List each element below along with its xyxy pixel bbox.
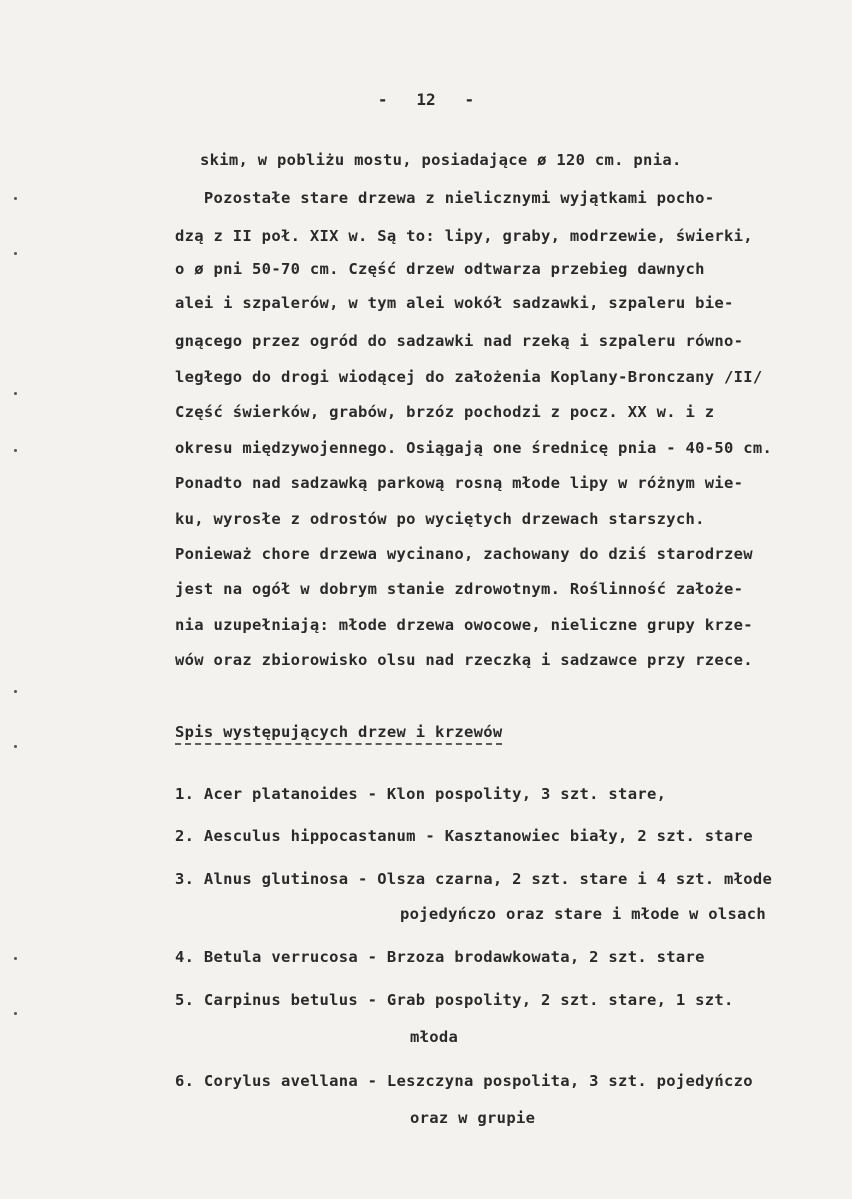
list-item-continuation: pojedyńczo oraz stare i młode w olsach (400, 905, 767, 923)
text-line: alei i szpalerów, w tym alei wokół sadzawki, szpaleru bie- (175, 294, 734, 312)
text-line: Pozostałe stare drzewa z nielicznymi wyjątkami pocho- (175, 189, 715, 207)
text-line: ku, wyrosłe z odrostów po wyciętych drzewach starszych. (175, 510, 705, 528)
list-heading: Spis występujących drzew i krzewów (175, 723, 503, 741)
margin-mark (14, 690, 17, 693)
list-item-continuation: młoda (410, 1028, 459, 1046)
list-item-continuation: oraz w grupie (410, 1109, 536, 1127)
text-line: nia uzupełniają: młode drzewa owocowe, nieliczne grupy krze- (175, 616, 753, 634)
list-item: 1. Acer platanoides - Klon pospolity, 3 szt. stare, (175, 785, 667, 803)
margin-mark (14, 252, 17, 255)
text-line: gnącego przez ogród do sadzawki nad rzeką i szpaleru równo- (175, 332, 744, 350)
list-item: 4. Betula verrucosa - Brzoza brodawkowata, 2 szt. stare (175, 948, 705, 966)
text-line: ległego do drogi wiodącej do założenia Koplany-Bronczany /II/ (175, 368, 763, 386)
text-line: o ø pni 50-70 cm. Część drzew odtwarza przebieg dawnych (175, 260, 705, 278)
text-line: Ponadto nad sadzawką parkową rosną młode lipy w różnym wie- (175, 474, 744, 492)
margin-mark (14, 745, 17, 748)
text-line: okresu międzywojennego. Osiągają one średnicę pnia - 40-50 cm. (175, 439, 773, 457)
margin-mark (14, 449, 17, 452)
list-item: 5. Carpinus betulus - Grab pospolity, 2 szt. stare, 1 szt. (175, 991, 734, 1009)
text-line: Część świerków, grabów, brzóz pochodzi z pocz. XX w. i z (175, 403, 715, 421)
list-item: 6. Corylus avellana - Leszczyna pospolita, 3 szt. pojedyńczo (175, 1072, 753, 1090)
text-line: dzą z II poł. XIX w. Są to: lipy, graby, modrzewie, świerki, (175, 227, 753, 245)
text-line: wów oraz zbiorowisko olsu nad rzeczką i sadzawce przy rzece. (175, 651, 753, 669)
margin-mark (14, 392, 17, 395)
text-line: skim, w pobliżu mostu, posiadające ø 120 cm. pnia. (200, 151, 682, 169)
text-line: jest na ogół w dobrym stanie zdrowotnym. Roślinność założe- (175, 580, 744, 598)
list-item: 3. Alnus glutinosa - Olsza czarna, 2 szt. stare i 4 szt. młode (175, 870, 773, 888)
margin-mark (14, 197, 17, 200)
margin-mark (14, 957, 17, 960)
list-item: 2. Aesculus hippocastanum - Kasztanowiec biały, 2 szt. stare (175, 827, 753, 845)
text-line: Ponieważ chore drzewa wycinano, zachowany do dziś starodrzew (175, 545, 753, 563)
margin-mark (14, 1012, 17, 1015)
page-number: - 12 - (377, 90, 475, 109)
